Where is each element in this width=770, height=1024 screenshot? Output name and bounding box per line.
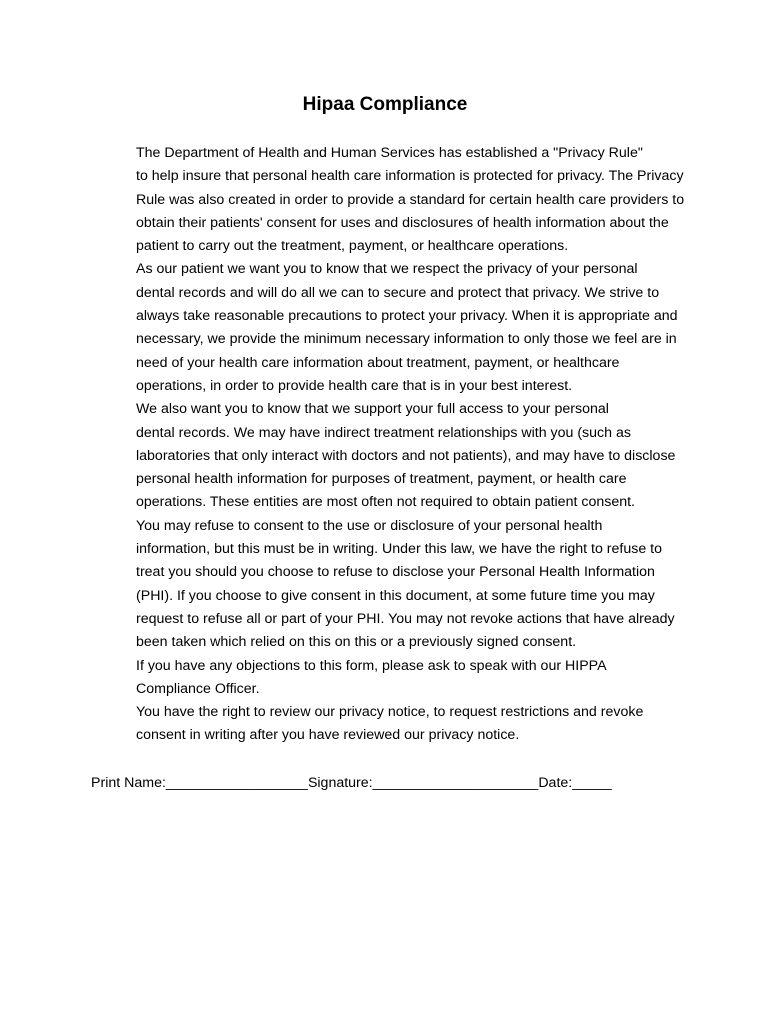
text-line: personal health information for purposes of treatment, payment, or health care — [136, 471, 627, 488]
text-line: treat you should you choose to refuse to disclose your Personal Health Information — [136, 564, 655, 581]
text-line: been taken which relied on this on this or a previously signed consent. — [136, 634, 577, 651]
paragraph-refuse-consent — [91, 515, 691, 655]
document-title: Hipaa Compliance — [302, 94, 468, 115]
text-line: operations. These entities are most often not required to obtain patient consent. — [136, 494, 635, 511]
text-line: As our patient we want you to know that we respect the privacy of your personal — [136, 261, 638, 278]
text-line: need of your health care information about treatment, payment, or healthcare — [136, 354, 620, 371]
text-line: We also want you to know that we support your full access to your personal — [136, 401, 609, 418]
text-line: necessary, we provide the minimum necessary information to only those we feel are in — [136, 331, 677, 348]
text-line: You have the right to review our privacy notice, to request restrictions and revoke — [136, 704, 644, 721]
text-line: operations, in order to provide health care that is in your best interest. — [136, 377, 573, 394]
text-line: dental records. We may have indirect treatment relationships with you (such as — [136, 424, 631, 441]
paragraph-objections — [91, 655, 691, 702]
text-line: laboratories that only interact with doctors and not patients), and may have to disclose — [136, 447, 676, 464]
text-line: Compliance Officer. — [136, 680, 260, 697]
signature-row — [91, 772, 612, 795]
text-line: information, but this must be in writing. Under this law, we have the right to refuse to — [136, 541, 662, 558]
print-name-field[interactable]: Print Name:__________________ — [91, 775, 308, 791]
text-line: request to refuse all or part of your PHI. You may not revoke actions that have already — [136, 610, 675, 627]
text-line: patient to carry out the treatment, payment, or healthcare operations. — [136, 238, 569, 255]
text-line: Rule was also created in order to provide a standard for certain health care providers to — [136, 191, 685, 208]
text-line: obtain their patients' consent for uses and disclosures of health information about the — [136, 214, 669, 231]
text-line: If you have any objections to this form, please ask to speak with our HIPPA — [136, 657, 607, 674]
text-line: always take reasonable precautions to protect your privacy. When it is appropriate and — [136, 308, 678, 325]
text-line: The Department of Health and Human Services has established a "Privacy Rule" — [136, 145, 643, 161]
text-line: (PHI). If you choose to give consent in this document, at some future time you may — [136, 587, 655, 604]
text-line: dental records and will do all we can to secure and protect that privacy. We strive to — [136, 284, 660, 301]
text-line: You may refuse to consent to the use or disclosure of your personal health — [136, 517, 603, 534]
signature-field[interactable]: Signature:_____________________ — [307, 775, 539, 791]
date-field[interactable]: Date:_____ — [538, 775, 612, 791]
paragraph-patient-privacy — [91, 258, 691, 398]
document-body — [91, 142, 691, 748]
paragraph-privacy-rule — [91, 142, 691, 258]
paragraph-review-rights — [91, 701, 691, 748]
paragraph-record-access — [91, 398, 691, 514]
text-line: consent in writing after you have reviewed our privacy notice. — [136, 727, 520, 744]
text-line: to help insure that personal health care information is protected for privacy. The Privacy — [136, 168, 684, 185]
